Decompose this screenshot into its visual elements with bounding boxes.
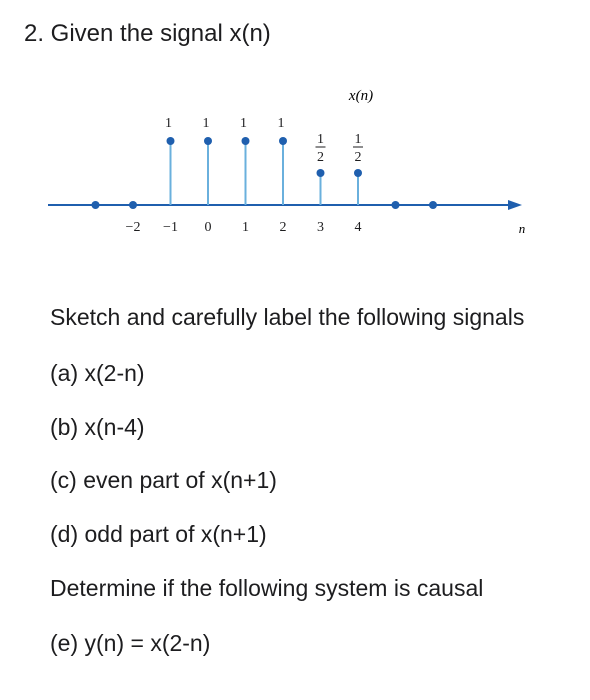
marker-n6 — [429, 201, 437, 209]
tick-label-n2: 2 — [279, 220, 287, 235]
tick-label-n0: 0 — [204, 220, 212, 235]
question-title: 2. Given the signal x(n) — [24, 20, 271, 47]
value-label-n1: 1 — [240, 116, 247, 131]
tick-labels-group — [126, 220, 362, 235]
stem-plot — [0, 80, 590, 250]
x-axis-label: n — [518, 221, 526, 236]
svg-text:2: 2 — [354, 150, 362, 165]
tick-label-n-1: −1 — [163, 220, 178, 235]
markers-group — [92, 137, 438, 209]
tick-label-n-2: −2 — [125, 220, 141, 235]
causal-heading: Determine if the following system is causal — [50, 575, 484, 601]
tick-label-n4: 4 — [354, 220, 362, 235]
marker-n4 — [354, 169, 362, 177]
marker-n-3 — [92, 201, 100, 209]
stems-group — [171, 141, 359, 205]
item-b: (b) x(n-4) — [50, 414, 145, 440]
marker-n0 — [204, 137, 212, 145]
svg-text:1: 1 — [354, 132, 362, 147]
chart-title: x(n) — [348, 88, 374, 104]
value-label-n4 — [353, 132, 363, 165]
signal-figure — [0, 80, 590, 250]
x-axis-arrowhead — [508, 200, 522, 210]
value-label-n0: 1 — [202, 116, 210, 131]
svg-text:2: 2 — [317, 150, 324, 165]
tick-label-n3: 3 — [317, 220, 324, 235]
item-d: (d) odd part of x(n+1) — [50, 521, 267, 547]
item-a: (a) x(2-n) — [50, 360, 145, 386]
marker-n1 — [242, 137, 250, 145]
marker-n2 — [279, 137, 287, 145]
marker-n-2 — [129, 201, 137, 209]
sketch-heading: Sketch and carefully label the following signals — [50, 304, 525, 330]
value-label-n-1: 1 — [165, 116, 172, 131]
marker-n5 — [392, 201, 400, 209]
value-label-n3 — [316, 132, 326, 165]
item-c: (c) even part of x(n+1) — [50, 467, 277, 493]
item-e-system: (e) y(n) = x(2-n) — [50, 630, 211, 656]
marker-n-1 — [167, 137, 175, 145]
value-label-n2: 1 — [277, 116, 285, 131]
value-labels-group — [165, 116, 363, 165]
tick-label-n1: 1 — [242, 220, 249, 235]
marker-n3 — [317, 169, 325, 177]
svg-text:1: 1 — [317, 132, 324, 147]
